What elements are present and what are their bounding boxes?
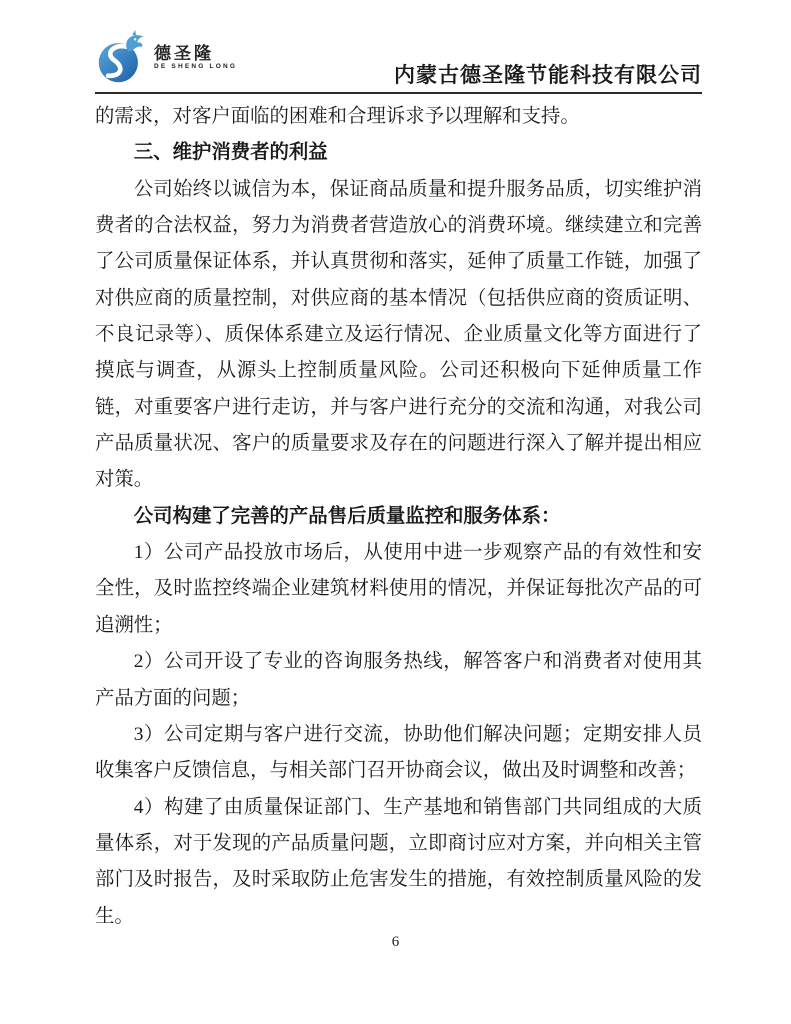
paragraph: 公司始终以诚信为本，保证商品质量和提升服务品质，切实维护消费者的合法权益，努力为消费者营造放心的消费环境。继续建立和完善了公司质量保证体系，并认真贯彻和落实，延伸了质量工作链，加强了对供应商的质量控制，对供应商的基本情况（包括供应商的资质证明、不良记录等）、质保体系建立及运行情况、企业质量文化等方面进行了摸底与调查，从源头上控制质量风险。公司还积极向下延伸质量工作链，对重要客户进行走访，并与客户进行充分的交流和沟通，对我公司产品质量状况、客户的质量要求及存在的问题进行深入了解并提出相应对策。	[95, 178, 702, 491]
logo-brand-cn: 德圣隆	[154, 44, 214, 64]
page-header	[95, 30, 702, 94]
page-number: 6	[391, 934, 400, 950]
logo-brand-en: DE SHENG LONG	[154, 63, 238, 71]
company-logo	[95, 29, 237, 87]
list-item-3: 3）公司定期与客户进行交流，协助他们解决问题；定期安排人员收集客户反馈信息，与相关部门召开协商会议，做出及时调整和改善；	[95, 723, 702, 782]
subsection-heading: 公司构建了完善的产品售后质量监控和服务体系：	[133, 505, 561, 527]
list-item-1: 1）公司产品投放市场后，从使用中进一步观察产品的有效性和安全性，及时监控终端企业建筑材料使用的情况，并保证每批次产品的可追溯性；	[95, 542, 702, 636]
paragraph-continuation: 的需求，对客户面临的困难和合理诉求予以理解和支持。	[95, 106, 580, 127]
company-name: 内蒙古德圣隆节能科技有限公司	[394, 63, 702, 87]
logo-wordmark	[154, 45, 237, 71]
dragon-logo-icon	[95, 29, 151, 87]
list-item-4: 4）构建了由质量保证部门、生产基地和销售部门共同组成的大质量体系，对于发现的产品质量问题，立即商讨应对方案，并向相关主管部门及时报告，及时采取防止危害发生的措施，有效控制质量风险的发生。	[95, 796, 702, 927]
list-item-2: 2）公司开设了专业的咨询服务热线，解答客户和消费者对使用其产品方面的问题；	[95, 651, 702, 709]
document-body	[95, 99, 702, 935]
section-heading: 三、维护消费者的利益	[133, 142, 328, 164]
